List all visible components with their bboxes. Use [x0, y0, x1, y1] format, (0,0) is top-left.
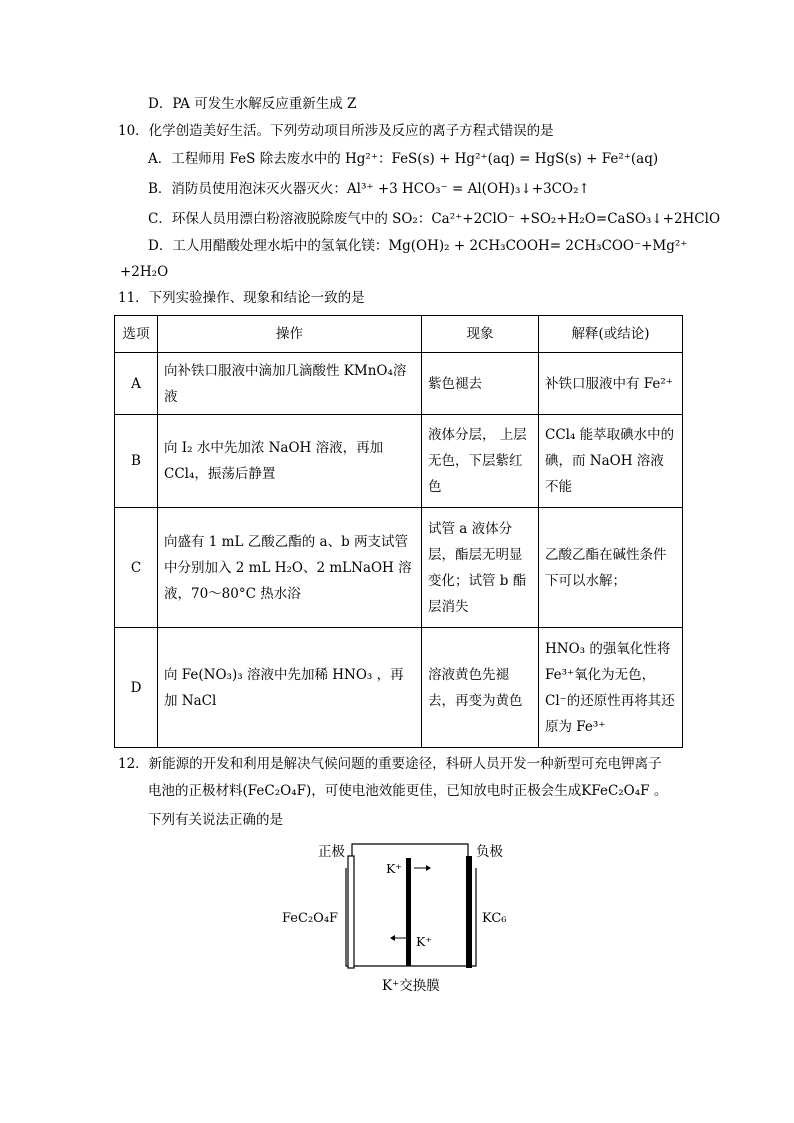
battery-diagram	[280, 838, 520, 998]
membrane-label: K⁺交换膜	[382, 978, 440, 994]
question-12-line2: 电池的正极材料(FeC₂O₄F)，可使电池效能更佳，已知放电时正极会生成KFeC₂O₄F 。	[148, 783, 668, 799]
header-phenomenon: 现象	[422, 316, 539, 353]
question-10-stem: 10．化学创造美好生活。下列劳动项目所涉及反应的离子方程式错误的是	[118, 123, 554, 139]
k-ion-top-label: K⁺	[386, 861, 402, 876]
table-row	[115, 415, 683, 508]
row-option: B	[115, 415, 158, 508]
row-operation: 向盛有 1 mL 乙酸乙酯的 a、b 两支试管中分别加入 2 mL H₂O、2 mLNaOH 溶液，70～80°C 热水浴	[158, 508, 422, 628]
k-ion-bottom-label: K⁺	[416, 934, 432, 949]
q10-option-d: D．工人用醋酸处理水垢中的氢氧化镁：Mg(OH)₂ + 2CH₃COOH= 2CH₃COO⁻+Mg²⁺	[148, 238, 688, 254]
positive-electrode	[348, 856, 354, 968]
negative-electrode	[466, 856, 472, 968]
row-operation: 向补铁口服液中滴加几滴酸性 KMnO₄溶液	[158, 353, 422, 415]
row-phenomenon: 紫色褪去	[422, 353, 539, 415]
question-12-line3: 下列有关说法正确的是	[148, 812, 283, 828]
table-row	[115, 628, 683, 748]
header-option: 选项	[115, 316, 158, 353]
q10-option-d-continued: +2H₂O	[120, 264, 169, 280]
row-explanation: HNO₃ 的强氧化性将 Fe³⁺氧化为无色，Cl⁻的还原性再将其还原为 Fe³⁺	[539, 628, 683, 748]
row-phenomenon: 溶液黄色先褪去，再变为黄色	[422, 628, 539, 748]
row-explanation: 补铁口服液中有 Fe²⁺	[539, 353, 683, 415]
experiment-table	[114, 315, 683, 748]
row-phenomenon: 试管 a 液体分层，酯层无明显 变化；试管 b 酯层消失	[422, 508, 539, 628]
question-12-stem: 12．新能源的开发和利用是解决气候问题的重要途径，科研人员开发一种新型可充电钾离子	[118, 756, 662, 772]
positive-label: 正极	[318, 844, 345, 860]
q10-option-a: A．工程师用 FeS 除去废水中的 Hg²⁺：FeS(s) + Hg²⁺(aq) = HgS(s) + Fe²⁺(aq)	[148, 151, 659, 167]
header-explanation: 解释(或结论)	[539, 316, 683, 353]
row-option: C	[115, 508, 158, 628]
negative-label: 负极	[476, 844, 503, 860]
prev-option-d: D．PA 可发生水解反应重新生成 Z	[148, 96, 357, 112]
table-row	[115, 353, 683, 415]
q10-option-b: B．消防员使用泡沫灭火器灭火：Al³⁺ +3 HCO₃⁻ = Al(OH)₃↓+3CO₂↑	[148, 181, 590, 197]
table-header-row	[115, 316, 683, 353]
row-option: A	[115, 353, 158, 415]
q10-option-c: C．环保人员用漂白粉溶液脱除废气中的 SO₂：Ca²⁺+2ClO⁻ +SO₂+H₂O=CaSO₃↓+2HClO	[148, 211, 721, 227]
row-option: D	[115, 628, 158, 748]
row-explanation: CCl₄ 能萃取碘水中的碘，而 NaOH 溶液不能	[539, 415, 683, 508]
k-exchange-membrane	[406, 858, 411, 966]
table-row	[115, 508, 683, 628]
row-operation: 向 I₂ 水中先加浓 NaOH 溶液，再加 CCl₄，振荡后静置	[158, 415, 422, 508]
header-operation: 操作	[158, 316, 422, 353]
right-material-label: KC₆	[482, 911, 507, 926]
question-11-stem: 11．下列实验操作、现象和结论一致的是	[118, 290, 365, 306]
row-explanation: 乙酸乙酯在碱性条件下可以水解；	[539, 508, 683, 628]
row-operation: 向 Fe(NO₃)₃ 溶液中先加稀 HNO₃ ，再加 NaCl	[158, 628, 422, 748]
row-phenomenon: 液体分层， 上层无色，下层紫红色	[422, 415, 539, 508]
left-material-label: FeC₂O₄F	[282, 911, 339, 926]
